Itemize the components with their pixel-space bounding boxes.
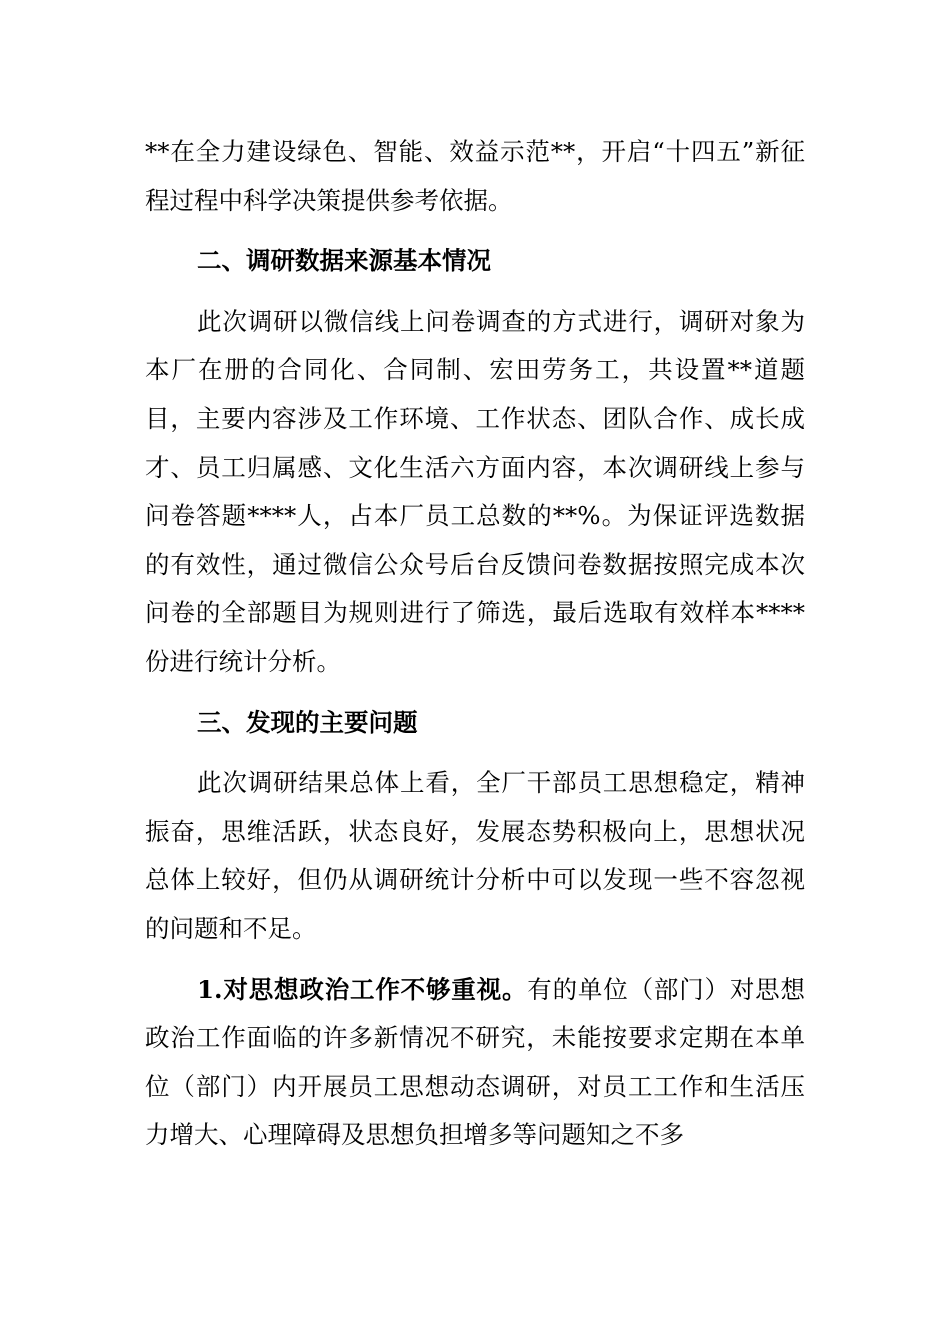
problem-1-title: 1.对思想政治工作不够重视。 <box>197 974 528 1004</box>
paragraph-data-source: 此次调研以微信线上问卷调查的方式进行，调研对象为本厂在册的合同化、合同制、宏田劳务工，共设置**道题目，主要内容涉及工作环境、工作状态、团队合作、成长成才、员工归属感、文化生活六方面内容，本次调研线上参与问卷答题****人，占本厂员工总数的**%。为保证评选数据的有效性，通过微信公众号后台反馈问卷数据按照完成本次问卷的全部题目为规则进行了筛选，最后选取有效样本****份进行统计分析。 <box>145 306 805 676</box>
section-heading-main-problems: 三、发现的主要问题 <box>197 707 418 737</box>
section-heading-data-source: 二、调研数据来源基本情况 <box>197 246 491 276</box>
paragraph-continuation: **在全力建设绿色、智能、效益示范**，开启“十四五”新征程过程中科学决策提供参考依据。 <box>145 137 805 215</box>
document-page <box>145 128 805 1160</box>
paragraph-problem-1 <box>145 954 805 1160</box>
problem-1-body: 有的单位（部门）对思想政治工作面临的许多新情况不研究，未能按要求定期在本单位（部门）内开展员工思想动态调研，对员工工作和生活压力增大、心理障碍及思想负担增多等问题知之不多 <box>145 974 806 1150</box>
paragraph-overall-result: 此次调研结果总体上看，全厂干部员工思想稳定，精神振奋，思维活跃，状态良好，发展态势积极向上，思想状况总体上较好，但仍从调研统计分析中可以发现一些不容忽视的问题和不足。 <box>145 768 805 943</box>
